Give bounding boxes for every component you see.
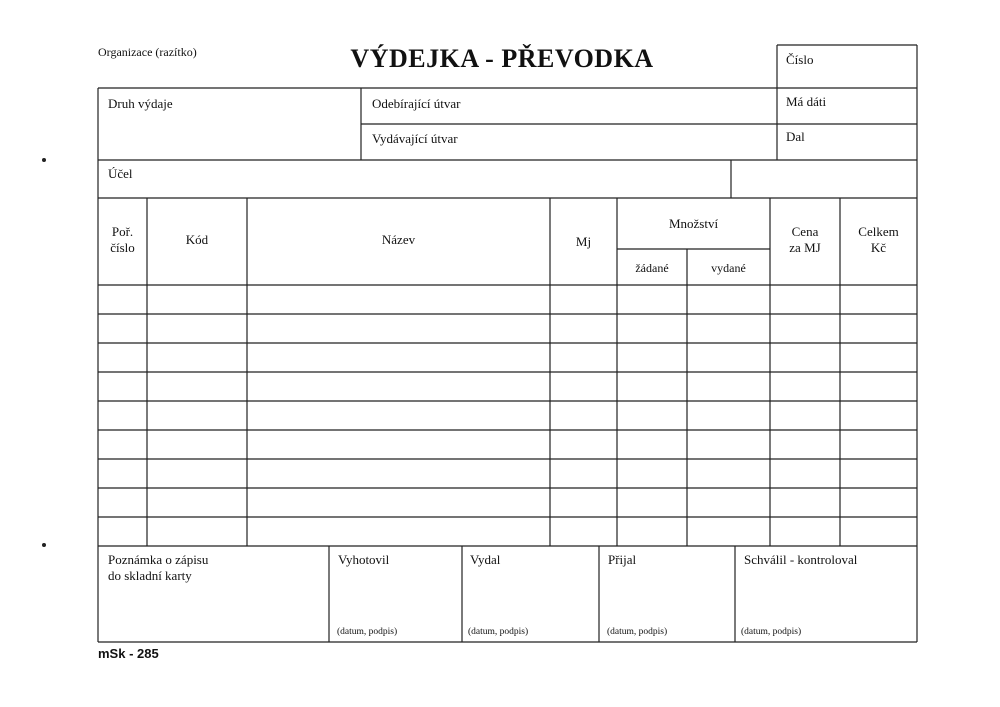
col-code-header: Kód bbox=[185, 232, 209, 247]
col-seq-line1: Poř. bbox=[111, 224, 134, 239]
received-label: Přijal bbox=[608, 552, 637, 567]
punch-hole-top bbox=[42, 158, 46, 162]
col-name-header: Název bbox=[381, 232, 416, 247]
receiving-unit-label: Odebírající útvar bbox=[372, 96, 461, 111]
col-total-line2: Kč bbox=[870, 240, 887, 255]
issued-date-signature-hint: (datum, podpis) bbox=[468, 627, 529, 637]
purpose-label: Účel bbox=[108, 166, 133, 181]
issuing-unit-label: Vydávající útvar bbox=[372, 131, 458, 146]
col-price-line2: za MJ bbox=[789, 240, 821, 255]
prepared-label: Vyhotovil bbox=[338, 552, 390, 567]
credit-label: Dal bbox=[786, 129, 805, 144]
col-quantity-header: Množství bbox=[668, 216, 719, 231]
issued-label: Vydal bbox=[470, 552, 501, 567]
punch-hole-bottom bbox=[42, 543, 46, 547]
received-date-signature-hint: (datum, podpis) bbox=[607, 627, 668, 637]
issue-type-label: Druh výdaje bbox=[108, 96, 173, 111]
form-code: mSk - 285 bbox=[98, 646, 159, 661]
note-line2: do skladní karty bbox=[108, 568, 192, 583]
organization-label: Organizace (razítko) bbox=[98, 45, 197, 59]
approved-label: Schválil - kontroloval bbox=[744, 552, 858, 567]
col-total-line1: Celkem bbox=[858, 224, 899, 239]
note-line1: Poznámka o zápisu bbox=[108, 552, 209, 567]
col-seq-line2: číslo bbox=[110, 240, 135, 255]
col-issued-header: vydané bbox=[711, 261, 746, 275]
number-label: Číslo bbox=[786, 52, 814, 67]
approved-date-signature-hint: (datum, podpis) bbox=[741, 627, 802, 637]
prepared-date-signature-hint: (datum, podpis) bbox=[337, 627, 398, 637]
form-title: VÝDEJKA - PŘEVODKA bbox=[350, 44, 654, 73]
debit-label: Má dáti bbox=[786, 94, 827, 109]
col-price-line1: Cena bbox=[791, 224, 819, 239]
col-requested-header: žádané bbox=[635, 261, 669, 275]
col-unit-header: Mj bbox=[575, 234, 592, 249]
